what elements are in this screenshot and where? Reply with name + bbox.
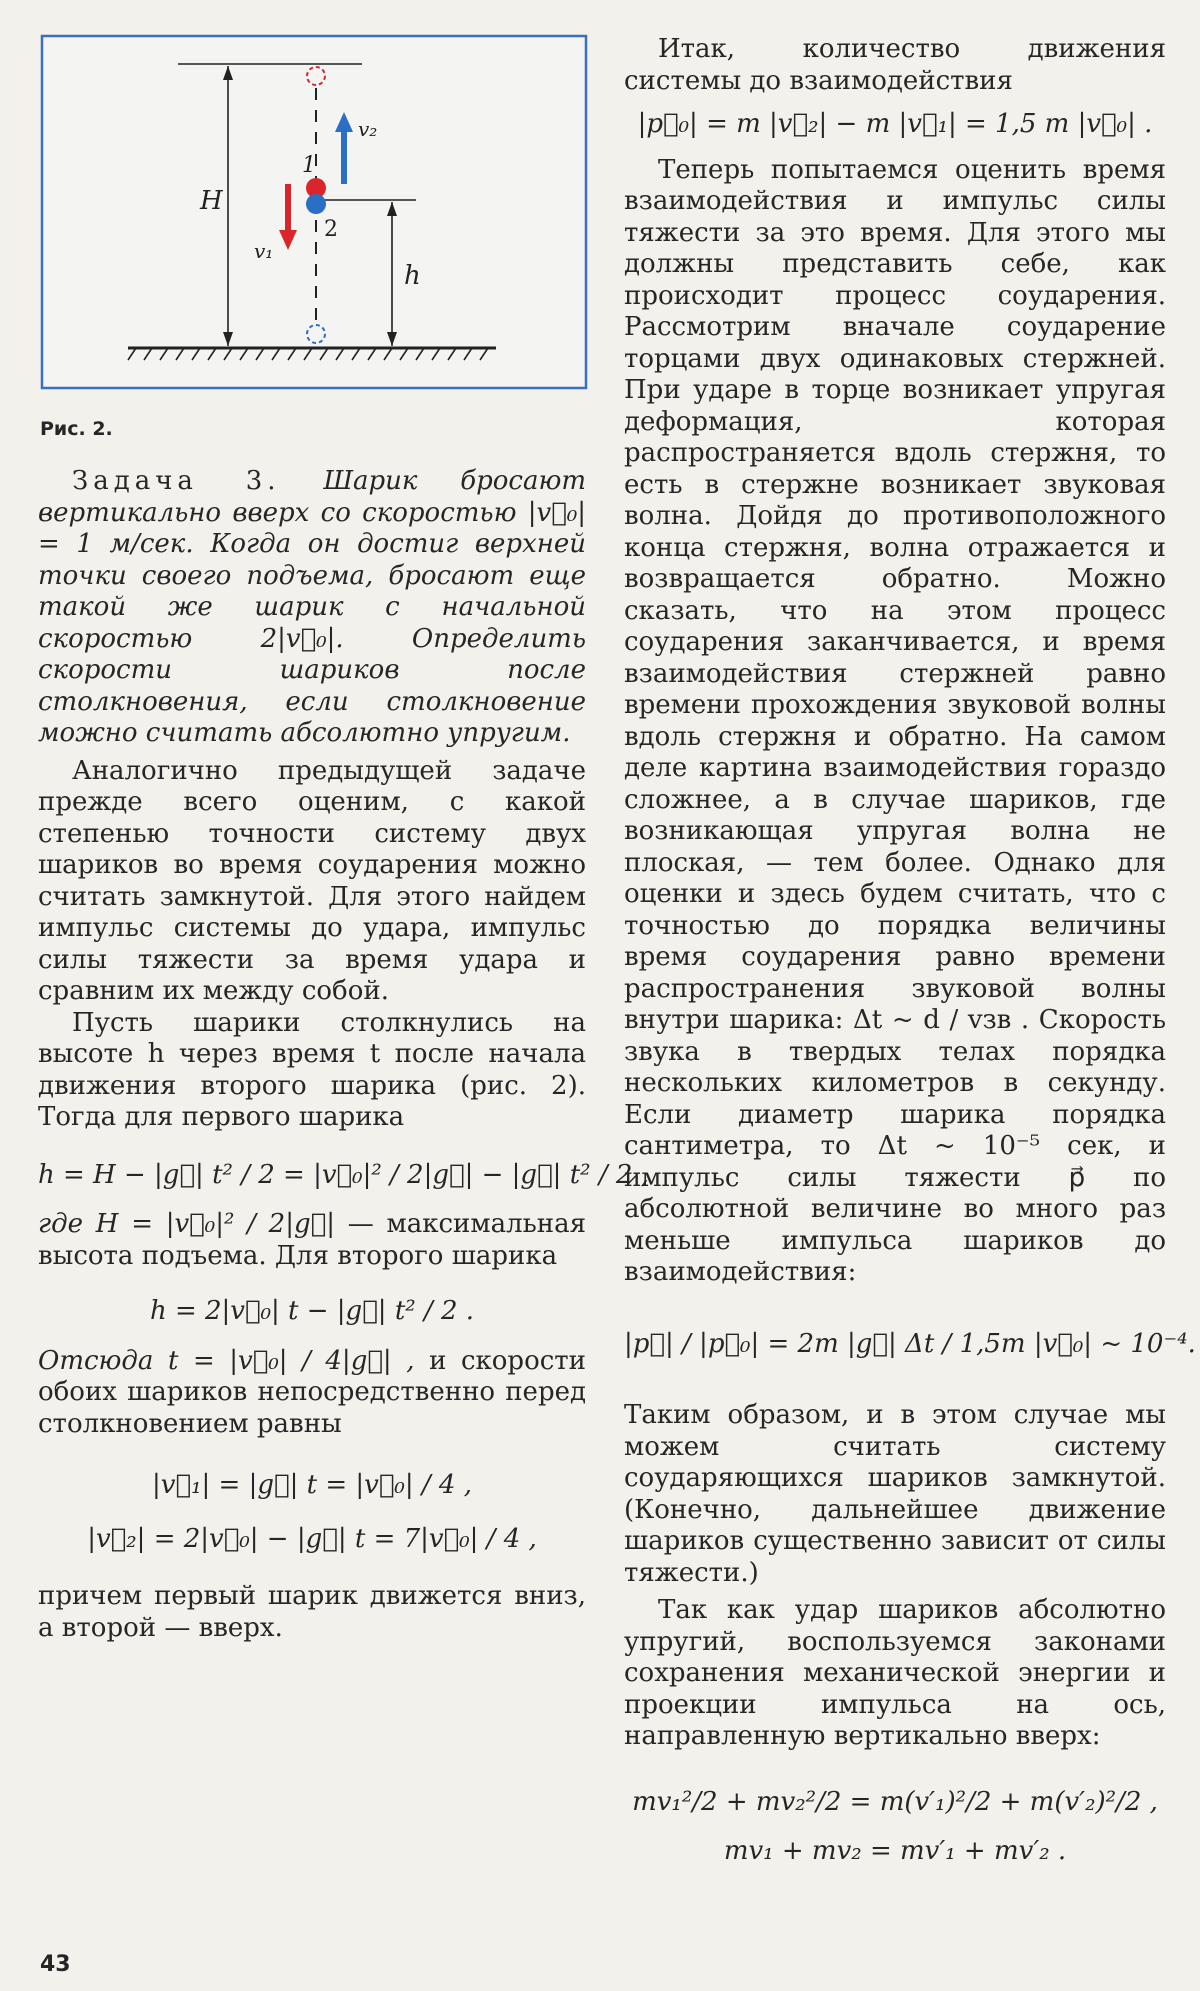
formula-v1: |v⃗₁| = |g⃗| t = |v⃗₀| / 4 , (152, 1470, 472, 1500)
task-label: Задача 3. (72, 466, 281, 496)
formula-h-first-ball: h = H − |g⃗| t² / 2 = |v⃗₀|² / 2|g⃗| − |g⃗| t² / 2 , (38, 1159, 649, 1190)
paragraph-collision-height: Пусть шарики столкнулись на высоте h через время t после начала движения второго шарика (рис. 2). Тогда для первого шарика (38, 1007, 586, 1132)
formula-H: где H = |v⃗₀|² / 2|g⃗| (38, 1209, 335, 1239)
text-max-height: — максимальная высота подъема. Для второго шарика (38, 1209, 587, 1271)
ball-2 (306, 194, 326, 214)
right-column (624, 34, 1196, 1884)
paragraph-closed-conclusion: Таким образом, и в этом случае мы можем считать систему соударяющихся шариков замкнутой. (Конечно, дальнейшее движение шариков существенно зависит от силы тяжести.) (624, 1400, 1166, 1588)
formula-h-second-ball: h = 2|v⃗₀| t − |g⃗| t² / 2 . (149, 1296, 475, 1326)
formula-ratio: |p⃗| / |p⃗₀| = 2m |g⃗| Δt / 1,5m |v⃗₀| ~ 10⁻⁴. (624, 1328, 1196, 1359)
text-speeds-before: и скорости обоих шариков непосредственно перед столкновением равны (38, 1345, 586, 1439)
formula-p0: |p⃗₀| = m |v⃗₂| − m |v⃗₁| = 1,5 m |v⃗₀| . (637, 109, 1153, 139)
task-3 (38, 466, 586, 750)
label-ball-2: 2 (324, 217, 338, 242)
paragraph-interaction-time: Теперь попытаемся оценить время взаимодействия и импульс силы тяжести за это время. Для этого мы должны представить себе, как происходит процесс соударения. Рассмотрим вначале соударение торцами двух одинаковых стержней. При ударе в торце возникает упругая деформация, которая распространяется вдоль стержня, то есть в стержне возникает звуковая волна. Дойдя до противоположного конца стержня, волна отражается и возвращается обратно. Можно сказать, что на этом процесс соударения заканчивается, и время взаимодействия стержней равно времени прохождения звуковой волны вдоль стержня и обратно. На самом деле картина взаимодействия гораздо сложнее, а в случае шариков, где возникающая упругая волна не плоская, — тем более. Однако для оценки и здесь будем считать, что с точностью до порядка величины время соударения равно времени распространения звуковой волны внутри шарика: Δt ~ d / vзв . Скорость звука в твердых телах порядка нескольких километров в секунду. Если диаметр шарика порядка сантиметра, то Δt ~ 10⁻⁵ сек, и импульс силы тяжести p⃗ по абсолютной величине во много раз меньше импульса шариков до взаимодействия: (624, 154, 1166, 1287)
paragraph-directions: причем первый шарик движется вниз, а второй — вверх. (38, 1581, 586, 1643)
figure-2 (40, 34, 588, 390)
task-text: Шарик бросают вертикально вверх со скоростью |v⃗₀| = 1 м/сек. Когда он достиг верхней точки своего подъема, бросают еще такой же шарик с начальной скоростью 2|v⃗₀|. Определить скорости шариков после столкновения, если столкновение можно считать абсолютно упругим. (38, 466, 586, 748)
left-column (38, 466, 649, 1644)
paragraph-momentum-before: Итак, количество движения системы до взаимодействия (624, 34, 1166, 96)
paragraph-closed-system: Аналогично предыдущей задаче прежде всего оценим, с какой степенью точности систему двух шариков во время соударения можно считать замкнутой. Для этого найдем импульс системы до удара, импульс силы тяжести за время удара и сравним их между собой. (38, 755, 586, 1006)
paragraph-time (38, 1346, 586, 1441)
formula-v2: |v⃗₂| = 2|v⃗₀| − |g⃗| t = 7|v⃗₀| / 4 , (87, 1523, 537, 1554)
page-number: 43 (40, 1952, 71, 1977)
label-h: h (404, 261, 421, 291)
label-v2: v₂ (358, 117, 378, 141)
label-v1: v₁ (254, 239, 274, 263)
label-ball-1: 1 (302, 153, 316, 178)
label-H: H (200, 186, 223, 216)
formula-momentum: mv₁ + mv₂ = mv′₁ + mv′₂ . (723, 1836, 1067, 1866)
figure-caption: Рис. 2. (40, 418, 113, 440)
formula-t: Отсюда t = |v⃗₀| / 4|g⃗| , (38, 1345, 415, 1376)
paragraph-conservation-laws: Так как удар шариков абсолютно упругий, воспользуемся законами сохранения механической энергии и проекции импульса на ось, направленную вертикально вверх: (624, 1595, 1166, 1751)
formula-energy: mv₁²/2 + mv₂²/2 = m(v′₁)²/2 + m(v′₂)²/2 , (632, 1786, 1158, 1817)
paragraph-max-height (38, 1209, 586, 1272)
